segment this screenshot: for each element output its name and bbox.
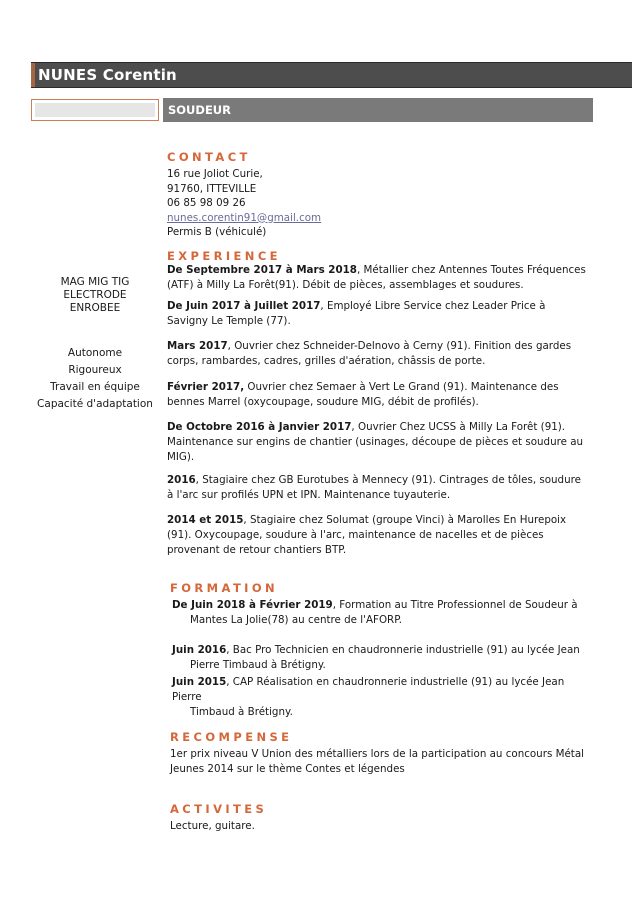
formation-date: De Juin 2018 à Février 2019 xyxy=(172,599,333,611)
formation-text: , Formation au Titre Professionnel de Soudeur à xyxy=(332,599,578,611)
experience-item xyxy=(167,263,587,293)
formation-text: , Bac Pro Technicien en chaudronnerie industrielle (91) au lycée Jean xyxy=(226,644,580,656)
contact-heading: CONTACT xyxy=(167,150,251,164)
experience-date: De Juin 2017 à Juillet 2017 xyxy=(167,300,321,312)
address-line: 16 rue Joliot Curie, xyxy=(167,168,263,180)
experience-text: , Ouvrier Chez UCSS à Milly La Forêt (91). Maintenance sur engins de chantier (usinages, découpe de pièces et soudure au MIG). xyxy=(167,421,584,463)
candidate-name: NUNES Corentin xyxy=(38,66,177,84)
sidebar-header-strip xyxy=(31,99,159,121)
quality-item: Rigoureux xyxy=(68,364,122,376)
quality-item: Travail en équipe xyxy=(50,381,140,393)
formation-item xyxy=(172,598,587,628)
skill-item: MAG MIG TIG xyxy=(60,276,130,288)
formation-text-continued: Timbaud à Brétigny. xyxy=(190,706,293,718)
experience-date: De Septembre 2017 à Mars 2018 xyxy=(167,264,357,276)
phone-number: 06 85 98 09 26 xyxy=(167,197,246,209)
experience-item xyxy=(167,513,587,558)
email-link[interactable]: nunes.corentin91@gmail.com xyxy=(167,211,322,224)
experience-item xyxy=(167,299,587,329)
experience-date: De Octobre 2016 à Janvier 2017 xyxy=(167,421,352,433)
experience-date: Février 2017, xyxy=(167,381,245,393)
experience-heading: EXPERIENCE xyxy=(167,249,281,263)
formation-item xyxy=(172,675,587,720)
contact-block xyxy=(167,167,321,240)
experience-date: 2016 xyxy=(167,474,196,486)
name-bar-accent xyxy=(31,63,35,87)
formation-date: Juin 2015 xyxy=(172,676,227,688)
skill-item: ELECTRODE xyxy=(63,289,127,301)
experience-item xyxy=(167,380,587,410)
address-line: 91760, ITTEVILLE xyxy=(167,182,257,195)
formation-text-continued: Pierre Timbaud à Brétigny. xyxy=(190,659,326,671)
activites-heading: ACTIVITES xyxy=(170,802,268,816)
activites-text: Lecture, guitare. xyxy=(170,820,255,832)
experience-date: 2014 et 2015 xyxy=(167,514,244,526)
formation-text: , CAP Réalisation en chaudronnerie industrielle (91) au lycée Jean Pierre xyxy=(172,676,565,703)
formation-heading: FORMATION xyxy=(170,581,279,595)
experience-text: , Ouvrier chez Schneider-Delnovo à Cerny (91). Finition des gardes corps, rambardes, cadres, grilles d'aération, châssis de porte. xyxy=(167,340,572,367)
experience-text: Ouvrier chez Semaer à Vert Le Grand (91). Maintenance des bennes Marrel (oxycoupage, soudure MIG, débit de profilés). xyxy=(167,381,559,408)
name-bar xyxy=(31,62,632,88)
experience-text: , Employé Libre Service chez Leader Price à Savigny Le Temple (77). xyxy=(167,300,546,327)
experience-text: , Stagiaire chez GB Eurotubes à Mennecy (91). Cintrages de tôles, soudure à l'arc sur profilés UPN et IPN. Maintenance tuyauterie. xyxy=(167,474,581,501)
recompense-text: 1er prix niveau V Union des métalliers lors de la participation au concours Métal Jeunes 2014 sur le thème Contes et légendes xyxy=(170,748,585,775)
formation-item xyxy=(172,643,587,673)
quality-item: Autonome xyxy=(67,347,123,359)
experience-text: , Stagiaire chez Solumat (groupe Vinci) à Marolles En Hurepoix (91). Oxycoupage, soudure à l'arc, maintenance de nacelles et de pièces provenant de retour chantiers BTP. xyxy=(167,514,567,556)
experience-item xyxy=(167,473,587,503)
sidebar-skills xyxy=(31,276,159,315)
driving-license: Permis B (véhiculé) xyxy=(167,226,267,238)
experience-item xyxy=(167,339,587,369)
job-title: SOUDEUR xyxy=(168,103,231,117)
skill-item: ENROBEE xyxy=(69,302,121,314)
experience-text: , Métallier chez Antennes Toutes Fréquences (ATF) à Milly La Forêt(91). Débit de pièces, assemblages et soudures. xyxy=(167,264,586,291)
formation-date: Juin 2016 xyxy=(172,644,227,656)
job-title-bar xyxy=(163,98,593,122)
sidebar-qualities xyxy=(31,345,159,413)
experience-date: Mars 2017 xyxy=(167,340,228,352)
quality-item: Capacité d'adaptation xyxy=(37,398,153,410)
experience-item xyxy=(167,420,587,465)
recompense-heading: RECOMPENSE xyxy=(170,730,293,744)
formation-text-continued: Mantes La Jolie(78) au centre de l'AFORP. xyxy=(190,614,403,626)
